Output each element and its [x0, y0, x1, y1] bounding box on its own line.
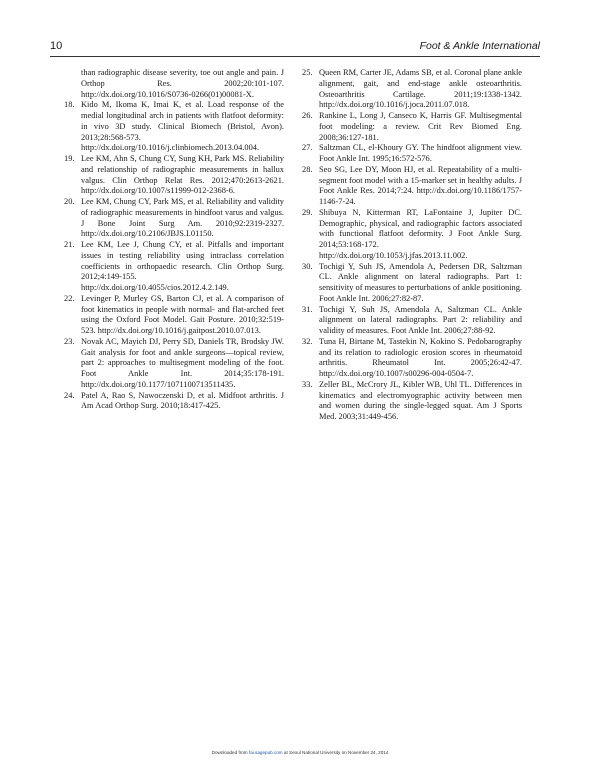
- reference-item: [64, 197, 284, 240]
- reference-text: Zeller BL, McCrory JL, Kibler WB, Uhl TL. Differences in kinematics and electromyographic activity between men and women during the single-legged squat. Am J Sports Med. 2003;31:449-456.: [319, 379, 522, 421]
- reference-number: 29.: [302, 207, 313, 217]
- reference-item: [302, 208, 522, 262]
- footer-prefix: Downloaded from: [211, 750, 248, 755]
- reference-number: 20.: [64, 197, 75, 206]
- reference-number: 28.: [302, 164, 313, 174]
- reference-item: [302, 68, 522, 111]
- reference-text: Tuna H, Birtane M, Tastekin N, Kokino S. Pedobarography and its relation to radiologic erosion scores in rheumatoid arthritis. Rheumatol Int. 2005;26:42-47. http://dx.doi.org/10.1007/s00296-004-0504-7.: [319, 336, 522, 378]
- reference-item: [302, 337, 522, 380]
- reference-number: 22.: [64, 293, 75, 303]
- reference-number: 23.: [64, 336, 75, 346]
- reference-text: Patel A, Rao S, Nawoczenski D, et al. Midfoot arthritis. J Am Acad Orthop Surg. 2010;18:417-425.: [81, 390, 284, 411]
- reference-text: Queen RM, Carter JE, Adams SB, et al. Coronal plane ankle alignment, gait, and end-stage ankle osteoarthritis. Osteoarthritis Cartilage. 2011;19:1338-1342. http://dx.doi.org/10.1016/j.joca.2011.07.018.: [319, 68, 522, 110]
- reference-item: [302, 143, 522, 165]
- page-number: 10: [50, 40, 63, 52]
- reference-number: 18.: [64, 100, 75, 110]
- reference-number: 31.: [302, 304, 313, 314]
- journal-title: Foot & Ankle International: [419, 40, 540, 52]
- reference-item: [64, 68, 284, 100]
- reference-number: 27.: [302, 143, 313, 153]
- reference-number: 32.: [302, 336, 313, 346]
- reference-number: 26.: [302, 111, 313, 120]
- reference-text: than radiographic disease severity, toe out angle and pain. J Orthop Res. 2002;20:101-107. http://dx.doi.org/10.1016/S0736-0266(01)00081-X.: [81, 68, 284, 99]
- reference-item: [302, 111, 522, 143]
- reference-item: [64, 100, 284, 154]
- reference-text: Seo SG, Lee DY, Moon HJ, et al. Repeatability of a multi-segment foot model with a 15-marker set in healthy adults. J Foot Ankle Res. 2014;7:24. http://dx.doi.org/10.1186/1757-1146-7-24.: [319, 164, 522, 206]
- references-left-column: [64, 68, 284, 412]
- reference-item: [302, 165, 522, 208]
- reference-item: [64, 154, 284, 197]
- running-header: [50, 40, 540, 57]
- reference-item: [64, 391, 284, 413]
- reference-item: [64, 240, 284, 294]
- reference-text: Lee KM, Ahn S, Chung CY, Sung KH, Park MS. Reliability and relationship of radiographic measurements in hallux valgus. Clin Orthop Relat Res. 2012;470:2613-2621. http://dx.doi.org/10.1007/s11999-012-2368-6.: [81, 154, 284, 196]
- reference-number: 25.: [302, 68, 313, 77]
- reference-number: 33.: [302, 379, 313, 389]
- reference-text: Lee KM, Chung CY, Park MS, et al. Reliability and validity of radiographic measurements in hindfoot varus and valgus. J Bone Joint Surg Am. 2010;92:2319-2327. http://dx.doi.org/10.2106/JBJS.I.01150.: [81, 197, 284, 239]
- reference-text: Tochigi Y, Suh JS, Amendola A, Saltzman CL. Ankle alignment on lateral radiographs. Part 2: reliability and validity of measures. Foot Ankle Int. 2006;27:88-92.: [319, 304, 522, 335]
- reference-number: 21.: [64, 240, 75, 249]
- reference-text: Kido M, Ikoma K, Imai K, et al. Load response of the medial longitudinal arch in patients with flatfoot deformity: in vivo 3D study. Clinical Biomech (Bristol, Avon). 2013;28:568-573. http://dx.doi.org/10.1016/j.clinbiomech.2013.04.004.: [81, 100, 284, 153]
- reference-item: [302, 305, 522, 337]
- footer-suffix: at Seoul National University on November 24, 2014: [283, 750, 389, 755]
- reference-item: [64, 337, 284, 391]
- reference-number: 19.: [64, 154, 75, 163]
- reference-text: Tochigi Y, Suh JS, Amendola A, Pedersen DR, Saltzman CL. Ankle alignment on lateral radiographs. Part 1: sensitivity of measures to perturbations of ankle positioning. Foot Ankle Int. 2006;27:82-87.: [319, 261, 522, 303]
- references-right-column: [302, 68, 522, 423]
- reference-item: [302, 380, 522, 423]
- reference-text: Saltzman CL, el-Khoury GY. The hindfoot alignment view. Foot Ankle Int. 1995;16:572-576.: [319, 143, 522, 163]
- reference-item: [302, 262, 522, 305]
- reference-number: 24.: [64, 390, 75, 400]
- reference-text: Levinger P, Murley GS, Barton CJ, et al. A comparison of foot kinematics in people with normal- and flat-arched feet using the Oxford Foot Model. Gait Posture. 2010;32:519-523. http://dx.doi.org/10.1016/j.gaitpost.2010.07.013.: [81, 293, 284, 335]
- reference-text: Novak AC, Mayich DJ, Perry SD, Daniels TR, Brodsky JW. Gait analysis for foot and ankle surgeons—topical review, part 2: approaches to multisegment modeling of the foot. Foot Ankle Int. 2014;35:178-191. http://dx.doi.org/10.1177/1071100713511435.: [81, 336, 284, 389]
- footer-link[interactable]: fai.sagepub.com: [248, 750, 283, 755]
- download-footer: [0, 750, 600, 755]
- reference-item: [64, 294, 284, 337]
- reference-text: Shibuya N, Kitterman RT, LaFontaine J, Jupiter DC. Demographic, physical, and radiographic factors associated with functional flatfoot deformity. J Foot Ankle Surg. 2014;53:168-172. http://dx.doi.org/10.1053/j.jfas.2013.11.002.: [319, 207, 522, 260]
- reference-text: Rankine L, Long J, Canseco K, Harris GF. Multisegmental foot modeling: a review. Crit Rev Biomed Eng. 2008;36:127-181.: [319, 111, 522, 142]
- reference-number: 30.: [302, 261, 313, 271]
- reference-text: Lee KM, Lee J, Chung CY, et al. Pitfalls and important issues in testing reliability using intraclass correlation coefficients in orthopaedic research. Clin Orthop Surg. 2012;4:149-155. http://dx.doi.org/10.4055/cios.2012.4.2.149.: [81, 240, 284, 292]
